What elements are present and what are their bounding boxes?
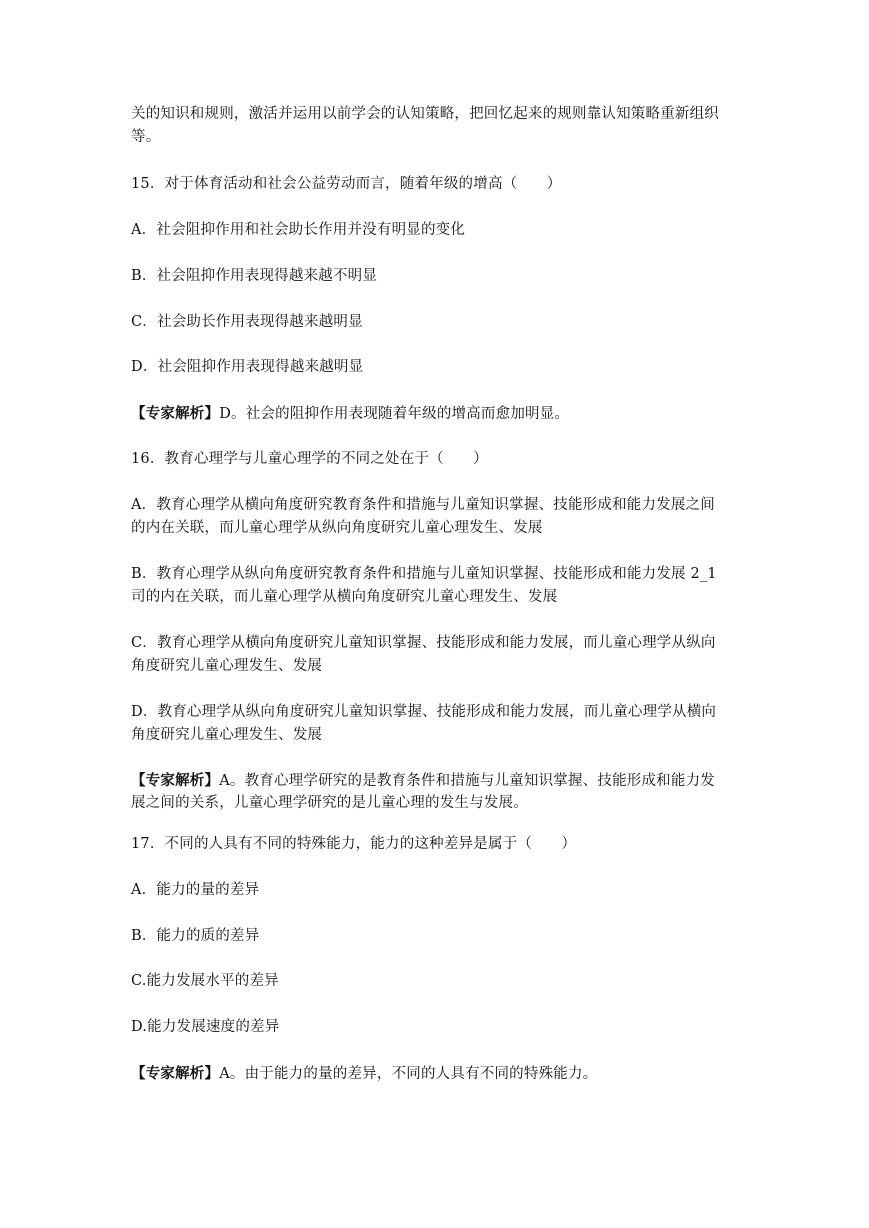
question-16-option-b-line-2: 司的内在关联，而儿童心理学从横向角度研究儿童心理发生、发展 <box>131 589 558 605</box>
question-17-option-a: A．能力的量的差异 <box>131 882 260 898</box>
question-16-analysis-line-1 <box>131 769 751 793</box>
continuation-line-2: 等。 <box>131 129 161 145</box>
question-15-stem: 15．对于体育活动和社会公益劳动而言，随着年级的增高（ ） <box>131 176 562 192</box>
question-17-analysis <box>131 1062 751 1086</box>
analysis-tag: 【专家解析】 <box>131 405 220 422</box>
question-15-option-b: B．社会阻抑作用表现得越来越不明显 <box>131 268 378 284</box>
question-16-option-d-line-2: 角度研究儿童心理发生、发展 <box>131 727 323 743</box>
question-16-option-a-line-1: A．教育心理学从横向角度研究教育条件和措施与儿童知识掌握、技能形成和能力发展之间 <box>131 497 715 513</box>
question-17-option-b: B．能力的质的差异 <box>131 928 260 944</box>
question-15-option-d: D．社会阻抑作用表现得越来越明显 <box>131 359 364 375</box>
analysis-tag: 【专家解析】 <box>131 1065 220 1082</box>
question-16-analysis-line-2: 展之间的关系，儿童心理学研究的是儿童心理的发生与发展。 <box>131 795 528 811</box>
question-17-option-d: D.能力发展速度的差异 <box>131 1019 280 1035</box>
question-17-stem: 17．不同的人具有不同的特殊能力，能力的这种差异是属于（ ） <box>131 836 577 852</box>
question-16-option-c-line-1: C．教育心理学从横向角度研究儿童知识掌握、技能形成和能力发展，而儿童心理学从纵向 <box>131 635 716 651</box>
analysis-text: A。由于能力的量的差异，不同的人具有不同的特殊能力。 <box>219 1066 598 1082</box>
analysis-text: D。社会的阻抑作用表现随着年级的增高而愈加明显。 <box>219 406 570 422</box>
question-17-option-c: C.能力发展水平的差异 <box>131 973 279 989</box>
question-16-option-d-line-1: D．教育心理学从纵向角度研究儿童知识掌握、技能形成和能力发展，而儿童心理学从横向 <box>131 704 717 720</box>
analysis-tag: 【专家解析】 <box>131 772 220 789</box>
question-16-option-b-line-1: B．教育心理学从纵向角度研究教育条件和措施与儿童知识掌握、技能形成和能力发展 2_1 <box>131 566 717 582</box>
question-15-analysis <box>131 402 751 426</box>
question-16-option-c-line-2: 角度研究儿童心理发生、发展 <box>131 658 323 674</box>
question-16-stem: 16．教育心理学与儿童心理学的不同之处在于（ ） <box>131 451 488 467</box>
question-15-option-c: C．社会助长作用表现得越来越明显 <box>131 314 363 330</box>
analysis-text: A。教育心理学研究的是教育条件和措施与儿童知识掌握、技能形成和能力发 <box>219 773 715 789</box>
question-15-option-a: A．社会阻抑作用和社会助长作用并没有明显的变化 <box>131 222 466 238</box>
continuation-line-1: 关的知识和规则，激活并运用以前学会的认知策略，把回忆起来的规则靠认知策略重新组织 <box>131 106 719 122</box>
question-16-option-a-line-2: 的内在关联，而儿童心理学从纵向角度研究儿童心理发生、发展 <box>131 520 543 536</box>
